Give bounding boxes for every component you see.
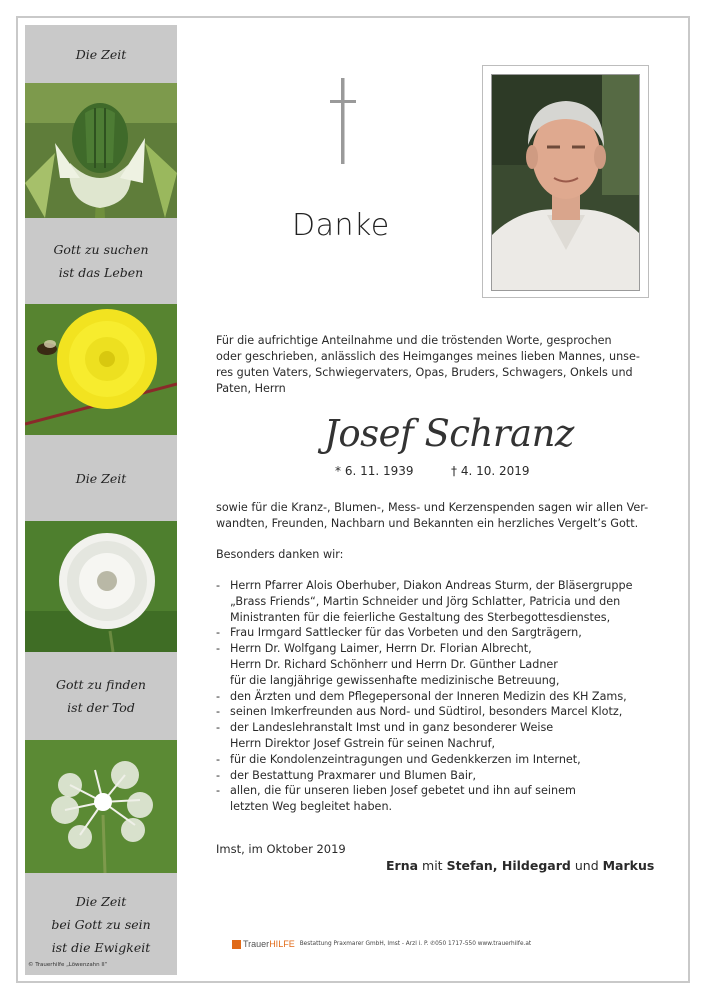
panel-line: Die Zeit (75, 470, 127, 486)
list-item (216, 704, 656, 720)
panel-line: Gott zu finden (56, 677, 146, 692)
intro-line: Paten, Herrn (216, 382, 286, 395)
list-line: - Frau Irmgard Sattlecker für das Vorbeten und den Sargträgern, (230, 626, 582, 640)
copyright-notice: © Trauerhilfe „Löwenzahn II“ (28, 962, 108, 968)
dandelion-flower-image (25, 304, 177, 435)
list-item (216, 783, 656, 815)
signature-name: Stefan, Hildegard (446, 858, 571, 873)
left-decorative-strip (25, 25, 177, 975)
list-line: „Brass Friends“, Martin Schneider und Jörg Schlatter, Patricia und den (230, 594, 621, 608)
strip-panel-2 (25, 218, 177, 304)
trauerhilfe-logo-icon (232, 940, 241, 949)
dandelion-seeds-dispersing-image (25, 740, 177, 873)
intro-paragraph (216, 333, 650, 397)
panel-line: ist der Tod (67, 700, 135, 715)
strip-panel-4 (25, 652, 177, 740)
brand-trauer: Trauer (243, 939, 270, 949)
list-item (216, 641, 656, 688)
panel-line: ist die Ewigkeit (51, 939, 151, 955)
list-line: - den Ärzten und dem Pflegepersonal der Inneren Medizin des KH Zams, (230, 689, 627, 703)
list-line: - Herrn Pfarrer Alois Oberhuber, Diakon Andreas Sturm, der Bläsergruppe (230, 579, 633, 592)
list-item (216, 768, 656, 784)
panel-line: Gott zu suchen (53, 242, 149, 257)
deceased-name: Josef Schranz (324, 412, 574, 455)
thanks-line: sowie für die Kranz-, Blumen-, Mess- und Kerzenspenden sagen wir allen Ver- (216, 501, 649, 514)
panel-line: ist das Leben (58, 265, 144, 280)
portrait-photo (491, 74, 640, 291)
special-heading: Besonders danken wir: (216, 548, 344, 561)
latin-cross-icon (330, 78, 356, 168)
list-line: für die langjährige gewissenhafte medizinische Betreuung, (230, 673, 560, 687)
list-line: Herrn Dr. Richard Schönherr und Herrn Dr. Günther Ladner (230, 657, 558, 671)
signature-connector: und (574, 858, 599, 873)
list-item (216, 752, 656, 768)
brand-hilfe: HILFE (269, 939, 295, 949)
list-line: - allen, die für unseren lieben Josef gebetet und ihn auf seinem (230, 784, 576, 798)
list-item (216, 720, 656, 752)
list-line: Herrn Direktor Josef Gstrein für seinen Nachruf, (230, 736, 496, 750)
panel-line: Die Zeit (75, 893, 127, 909)
list-line: letzten Weg begleitet haben. (230, 800, 393, 814)
dandelion-bud-image (25, 83, 177, 218)
signature-name: Markus (602, 858, 655, 873)
intro-line: res guten Vaters, Schwiegervaters, Opas, Bruders, Schwagers, Onkels und (216, 366, 633, 379)
list-line: - seinen Imkerfreunden aus Nord- und Südtirol, besonders Marcel Klotz, (230, 705, 623, 719)
portrait-frame (482, 65, 649, 298)
family-signature (386, 858, 654, 873)
footer (232, 939, 531, 949)
signature-name: Erna (386, 858, 419, 873)
thanks-line: wandten, Freunden, Nachbarn und Bekannten ein herzliches Vergelt’s Gott. (216, 517, 639, 530)
panel-line: Die Zeit (75, 46, 127, 62)
place-date: Imst, im Oktober 2019 (216, 842, 346, 856)
strip-panel-3 (25, 435, 177, 521)
panel-line: bei Gott zu sein (51, 916, 151, 932)
strip-panel-1 (25, 25, 177, 83)
list-line: - für die Kondolenzeintragungen und Gedenkkerzen im Internet, (230, 752, 581, 766)
dandelion-seed-head-image (25, 521, 177, 652)
strip-panel-5 (25, 873, 177, 975)
death-date: † 4. 10. 2019 (451, 464, 530, 478)
intro-line: oder geschrieben, anlässlich des Heimganges meines lieben Mannes, unse- (216, 350, 640, 363)
list-line: - Herrn Dr. Wolfgang Laimer, Herrn Dr. Florian Albrecht, (230, 642, 532, 656)
page-title: Danke (292, 208, 390, 243)
list-line: - der Landeslehranstalt Imst und in ganz besonderer Weise (230, 721, 554, 735)
list-item (216, 689, 656, 705)
intro-line: Für die aufrichtige Anteilnahme und die tröstenden Worte, gesprochen (216, 334, 612, 347)
birth-date: * 6. 11. 1939 (335, 464, 414, 478)
signature-connector: mit (422, 858, 443, 873)
footer-details: Bestattung Praxmarer GmbH, Imst - Arzl i. P. ✆050 1717-550 www.trauerhilfe.at (299, 941, 532, 947)
list-item (216, 625, 656, 641)
special-thanks-list (216, 578, 656, 815)
list-line: - der Bestattung Praxmarer und Blumen Bair, (230, 768, 477, 782)
list-line: Ministranten für die feierliche Gestaltung des Sterbegottesdienstes, (230, 610, 611, 624)
list-item (216, 578, 656, 625)
thanks-paragraph (216, 500, 650, 532)
